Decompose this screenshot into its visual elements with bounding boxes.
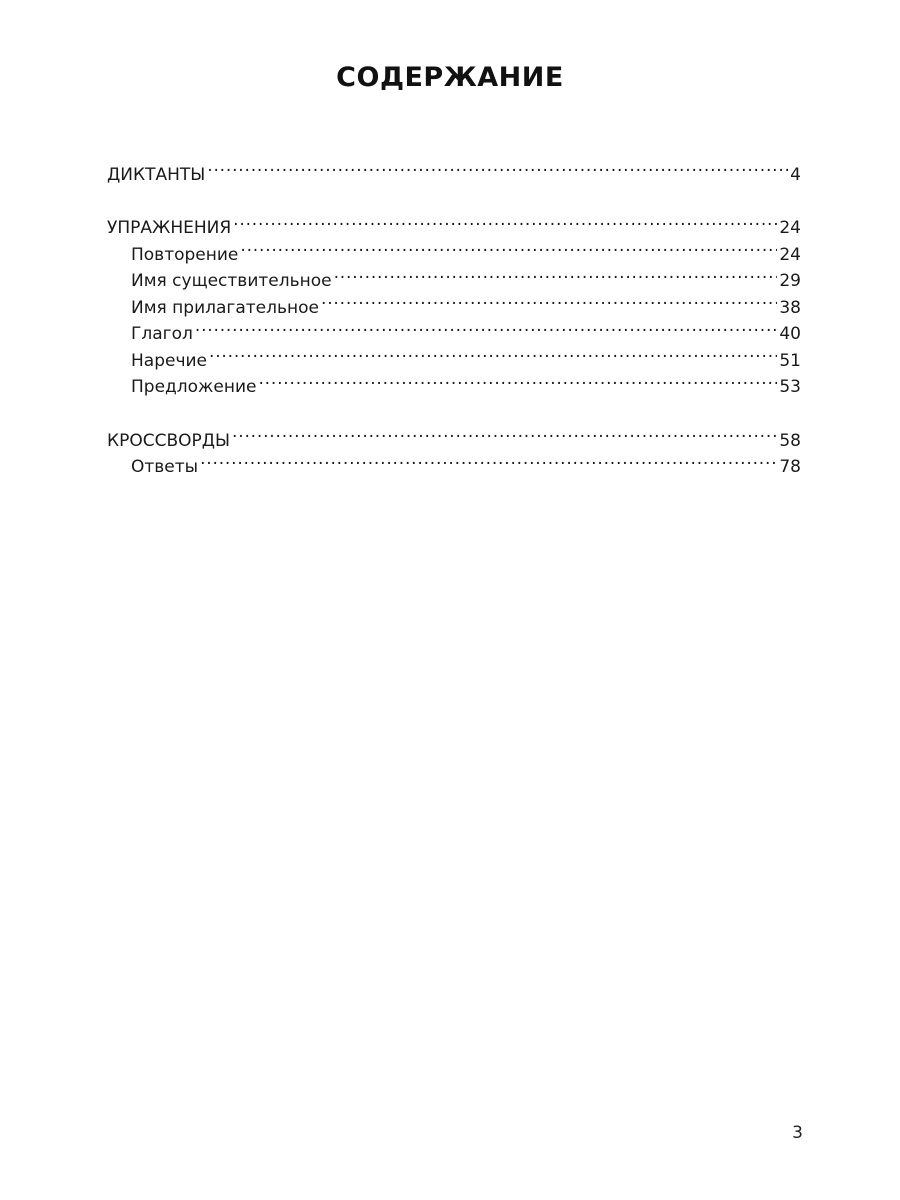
toc-entry-page: 40 xyxy=(779,324,801,344)
toc-entry-uprazhneniya xyxy=(107,207,801,238)
page-number: 3 xyxy=(792,1123,803,1143)
toc-entry-page: 38 xyxy=(779,297,801,318)
toc-dot-leader xyxy=(232,419,777,446)
toc-entry-label: УПРАЖНЕНИЯ xyxy=(107,218,232,238)
toc-entry-label: Предложение xyxy=(131,377,257,397)
toc-dot-leader xyxy=(209,339,777,366)
toc-entry-page: 58 xyxy=(779,430,801,451)
toc-entry-label: КРОССВОРДЫ xyxy=(107,430,231,451)
toc-entry-label: ДИКТАНТЫ xyxy=(107,164,206,185)
toc-dot-leader xyxy=(195,313,778,340)
toc-entry-page: 78 xyxy=(779,457,801,477)
toc-dot-leader xyxy=(200,446,777,473)
toc-entry-page: 51 xyxy=(779,350,801,371)
toc-entry-page: 24 xyxy=(779,244,801,265)
toc-entry-label: Наречие xyxy=(131,350,208,371)
toc-entry-page: 24 xyxy=(779,218,801,238)
toc-dot-leader xyxy=(207,153,788,180)
toc-dot-leader xyxy=(240,233,777,260)
toc-dot-leader xyxy=(258,366,777,393)
toc-entry-page: 4 xyxy=(790,164,801,185)
toc-entry-otvety xyxy=(107,446,801,477)
page-title: СОДЕРЖАНИЕ xyxy=(336,62,564,93)
table-of-contents xyxy=(107,153,801,477)
toc-entry-krossvordy xyxy=(107,419,801,451)
toc-entry-label: Ответы xyxy=(131,457,199,477)
toc-entry-diktanty xyxy=(107,153,801,185)
toc-entry-label: Повторение xyxy=(131,244,239,265)
toc-entry-label: Имя существительное xyxy=(131,271,332,291)
toc-entry-page: 29 xyxy=(779,271,801,291)
toc-dot-leader xyxy=(233,207,777,234)
toc-dot-leader xyxy=(321,286,777,313)
toc-entry-predlozhenie xyxy=(107,366,801,397)
toc-entry-label: Глагол xyxy=(131,324,193,344)
toc-entry-page: 53 xyxy=(779,377,801,397)
toc-entry-glagol xyxy=(107,313,801,344)
toc-entry-label: Имя прилагательное xyxy=(131,297,319,318)
toc-entry-narechie xyxy=(107,339,801,371)
toc-dot-leader xyxy=(334,260,778,287)
